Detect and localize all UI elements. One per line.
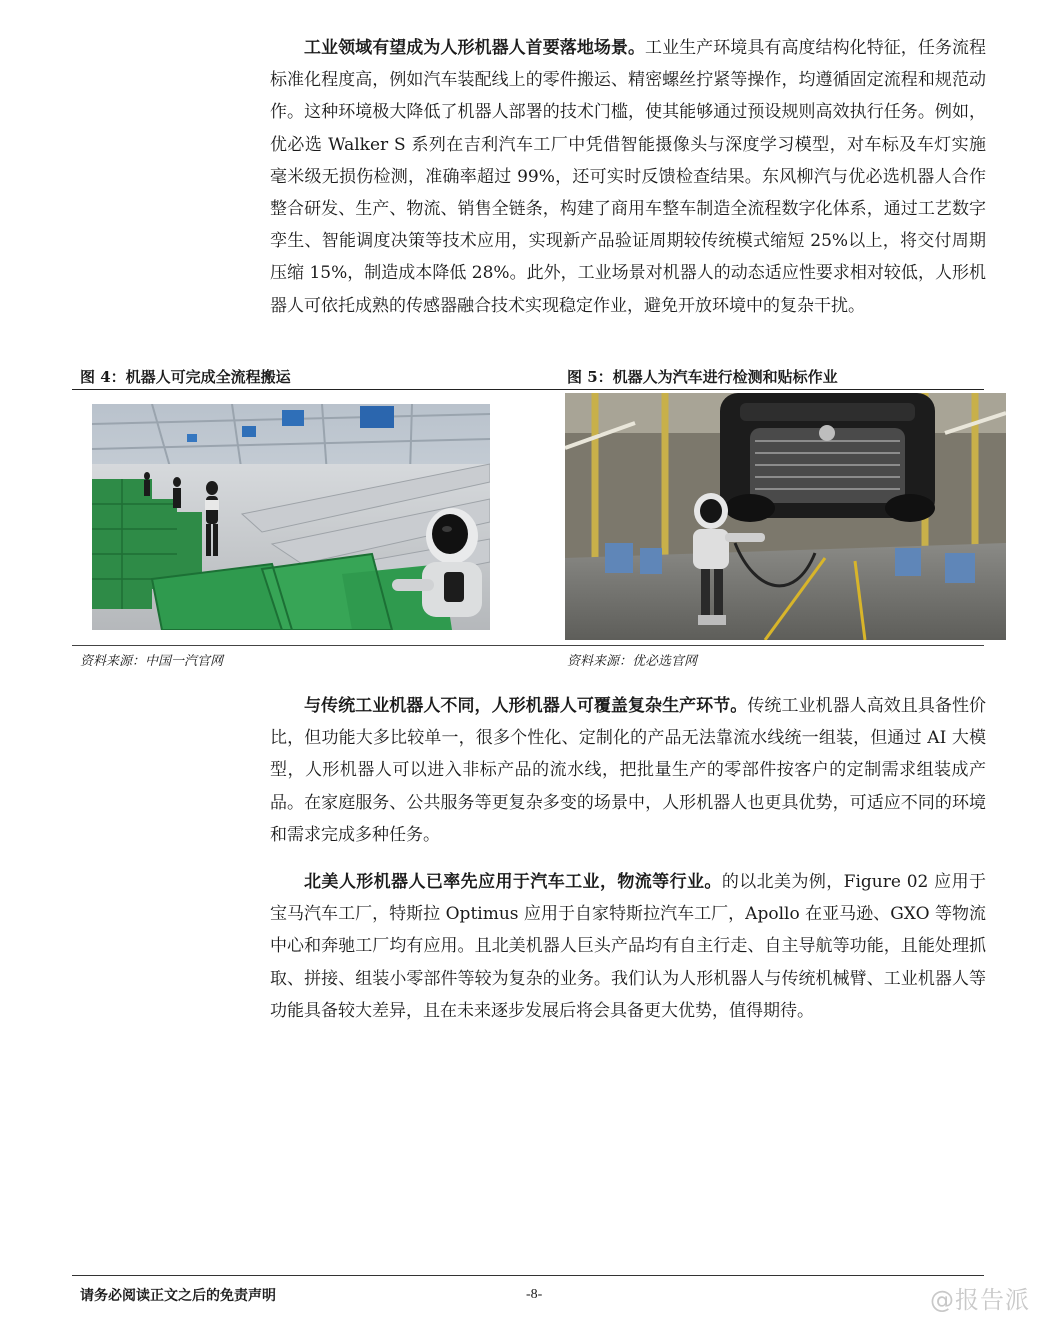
paragraph-lead: 北美人形机器人已率先应用于汽车工业，物流等行业。 [304,872,722,892]
figure-4-title: 图 4：机器人可完成全流程搬运 [80,368,291,386]
figure-5-source: 资料来源：优必选官网 [567,654,698,669]
paragraph-lead: 与传统工业机器人不同，人形机器人可覆盖复杂生产环节。 [304,696,748,716]
paragraph-body: 传统工业机器人高效且具备性价比，但功能大多比较单一，很多个性化、定制化的产品无法靠流水线统一组装，但通过 AI 大模型，人形机器人可以进入非标产品的流水线，把批量生产的零部件按客户的定制需求组装成产品。在家庭服务、公共服务等更复杂多变的场景中，人形机器人也更具优势，可适应不同的环境和需求完成多种任务。 [270,696,987,845]
watermark: @报告派 [930,1286,1030,1314]
figure-4-source: 资料来源：中国一汽官网 [80,654,224,669]
figure-bottom-rule [72,645,984,646]
figure-5-title: 图 5：机器人为汽车进行检测和贴标作业 [567,368,838,386]
paragraph-north-america [270,866,986,1027]
paragraph-body: 的以北美为例，Figure 02 应用于宝马汽车工厂，特斯拉 Optimus 应用于自家特斯拉汽车工厂，Apollo 在亚马逊、GXO 等物流中心和奔驰工厂均有应用。且北美机器人巨头产品均有自主行走、自主导航等功能，且能处理抓取、拼接、组装小零部件等较为复杂的业务。我们认为人形机器人与传统机械臂、工业机器人等功能具备较大差异，且在未来逐步发展后将会具备更大优势，值得期待。 [270,872,986,1021]
page-number: -8- [526,1287,543,1302]
paragraph-industrial-scenario [270,32,986,322]
figure-4-photo [92,404,490,630]
footer-disclaimer: 请务必阅读正文之后的免责声明 [80,1288,276,1304]
paragraph-complex-production [270,690,986,851]
figure-5-photo [565,393,1006,640]
paragraph-lead: 工业领域有望成为人形机器人首要落地场景。 [304,38,646,58]
figure-top-rule [72,389,984,390]
paragraph-body: 工业生产环境具有高度结构化特征，任务流程标准化程度高，例如汽车装配线上的零件搬运、精密螺丝拧紧等操作，均遵循固定流程和规范动作。这种环境极大降低了机器人部署的技术门槛，使其能够通过预设规则高效执行任务。例如，优必选 Walker S 系列在吉利汽车工厂中凭借智能摄像头与深度学习模型，对车标及车灯实施毫米级无损伤检测，准确率超过 99%，还可实时反馈检查结果。东风柳汽与优必选机器人合作整合研发、生产、物流、销售全链条，构建了商用车整车制造全流程数字化体系，通过工艺数字孪生、智能调度决策等技术应用，实现新产品验证周期较传统模式缩短 25%以上，将交付周期压缩 15%，制造成本降低 28%。此外，工业场景对机器人的动态适应性要求相对较低，人形机器人可依托成熟的传感器融合技术实现稳定作业，避免开放环境中的复杂干扰。 [270,38,987,316]
footer-rule [72,1275,984,1276]
